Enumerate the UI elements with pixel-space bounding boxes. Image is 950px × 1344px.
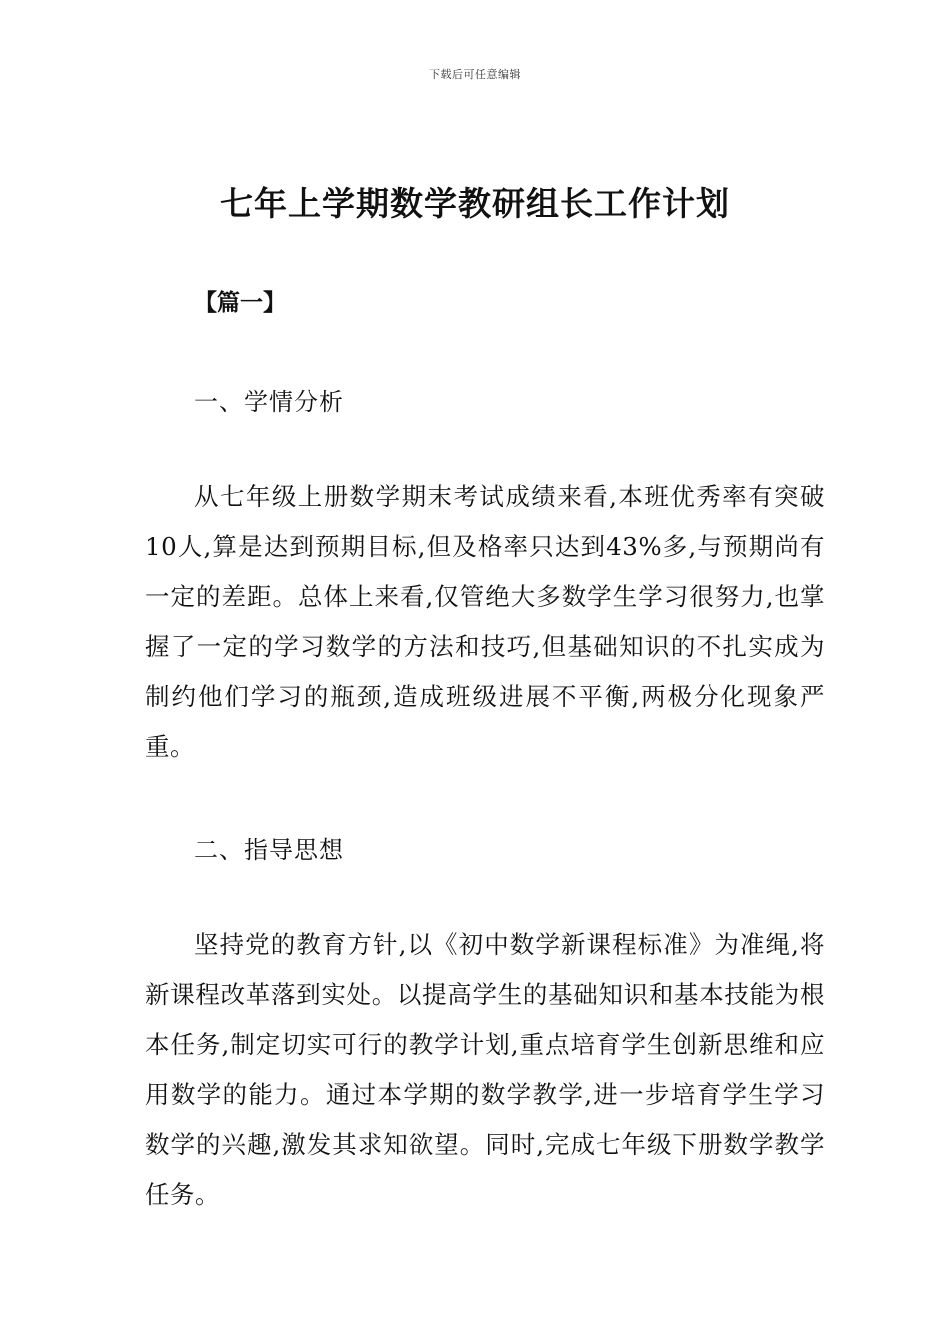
document-title: 七年上学期数学教研组长工作计划 [220, 184, 730, 223]
section-heading-guidance: 二、指导思想 [194, 836, 344, 864]
section-tag: 【篇一】 [194, 290, 286, 316]
paragraph-analysis: 从七年级上册数学期末考试成绩来看,本班优秀率有突破10人,算是达到预期目标,但及格率只达到43%多,与预期尚有一定的差距。总体上来看,仅管绝大多数学生学习很努力,也掌握了一定的学习数学的方法和技巧,但基础知识的不扎实成为制约他们学习的瓶颈,造成班级进展不平衡,两极分化现象严重。 [145, 482, 825, 761]
header-note: 下载后可任意编辑 [429, 68, 521, 81]
paragraph-guidance: 坚持党的教育方针,以《初中数学新课程标准》为准绳,将新课程改革落到实处。以提高学生的基础知识和基本技能为根本任务,制定切实可行的教学计划,重点培育学生创新思维和应用数学的能力。通过本学期的数学教学,进一步培育学生学习数学的兴趣,激发其求知欲望。同时,完成七年级下册数学教学任务。 [145, 930, 825, 1209]
section-heading-analysis: 一、学情分析 [194, 388, 344, 416]
